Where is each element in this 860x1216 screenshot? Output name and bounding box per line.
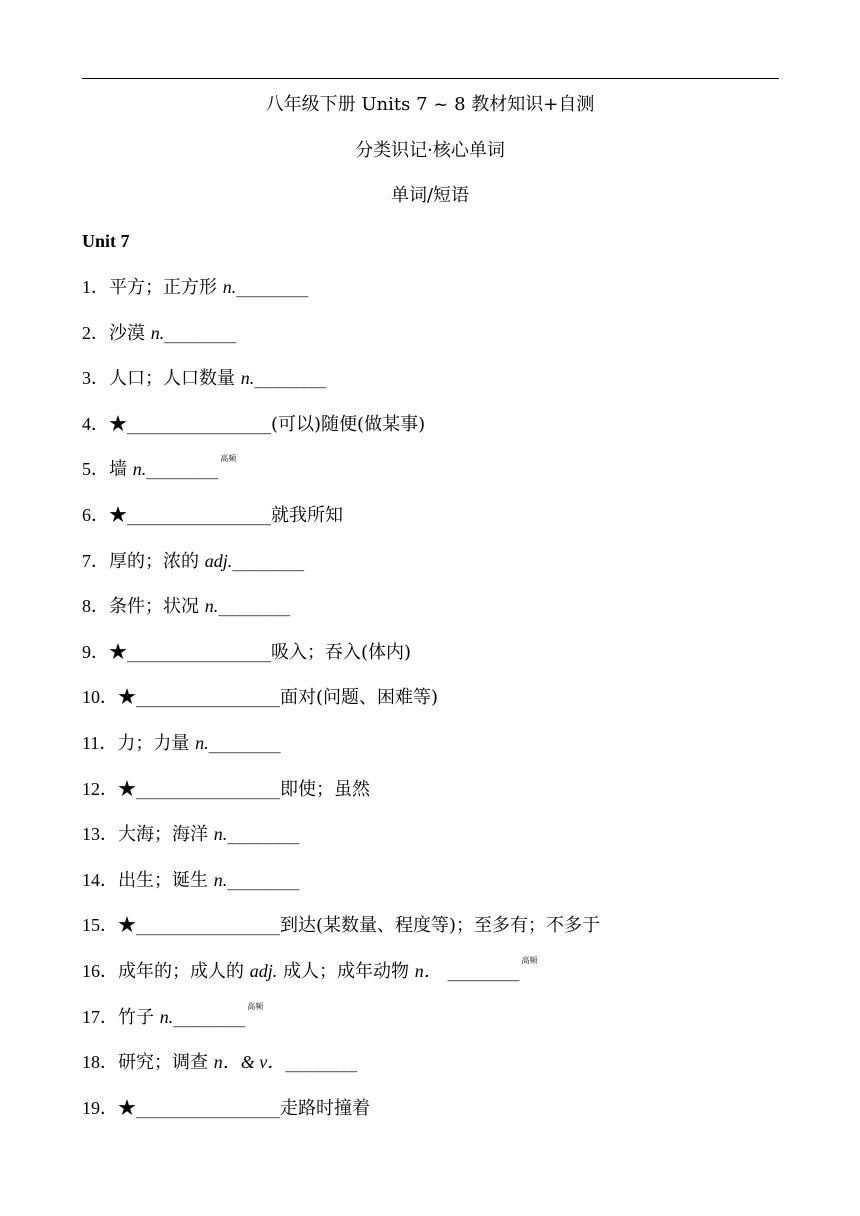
item-prompt: ★ — [118, 687, 136, 708]
answer-blank: ________ — [146, 459, 219, 480]
item-meaning: 就我所知 — [271, 505, 343, 526]
unit-heading: Unit 7 — [82, 231, 130, 251]
exercise-item — [82, 275, 308, 300]
item-number: 11． — [82, 733, 118, 753]
answer-blank: ________ — [208, 733, 281, 754]
item-prompt: 成年的；成人的 — [118, 961, 250, 982]
answer-blank: ________________ — [136, 779, 280, 800]
exercise-item — [82, 1096, 370, 1121]
answer-blank: ________________ — [127, 414, 271, 435]
item-prompt: ★ — [109, 414, 127, 435]
frequency-tag: 高频 — [220, 454, 237, 463]
item-prompt: 平方；正方形 — [109, 277, 223, 298]
part-of-speech: n. — [213, 870, 228, 890]
answer-blank: ________________ — [136, 1098, 280, 1119]
item-number: 16． — [82, 961, 118, 981]
answer-blank: ________ — [164, 323, 237, 344]
exercise-item — [82, 1002, 264, 1030]
part-of-speech: n．& v． — [213, 1052, 286, 1072]
exercise-item — [82, 822, 299, 847]
exercise-item — [82, 503, 343, 528]
item-meaning: (可以)随便(做某事) — [271, 414, 426, 435]
answer-blank: ________ — [173, 1007, 246, 1028]
item-number: 5． — [82, 459, 109, 479]
section-subtitle-2: 单词/短语 — [390, 185, 470, 206]
exercise-item — [82, 913, 600, 938]
exercise-item — [82, 366, 326, 391]
exercise-item — [82, 454, 237, 482]
answer-blank: ________________ — [136, 915, 280, 936]
answer-blank: ________________ — [127, 642, 271, 663]
exercise-item — [82, 640, 411, 665]
exercise-item — [82, 1050, 357, 1075]
item-prompt-2: 成人；成年动物 — [277, 961, 415, 982]
item-meaning: 到达(某数量、程度等)；至多有；不多于 — [280, 915, 601, 936]
section-subtitle: 分类识记·核心单词 — [355, 140, 505, 161]
item-number: 2． — [82, 323, 109, 343]
frequency-tag: 高频 — [521, 956, 538, 965]
item-prompt: 出生；诞生 — [118, 870, 214, 891]
item-prompt: 沙漠 — [109, 323, 151, 344]
answer-blank: ________ — [232, 551, 305, 572]
item-prompt: ★ — [118, 1098, 136, 1119]
item-number: 19． — [82, 1098, 118, 1118]
part-of-speech: n. — [132, 459, 147, 479]
item-number: 3． — [82, 368, 109, 388]
item-prompt: ★ — [118, 779, 136, 800]
item-number: 17． — [82, 1007, 118, 1027]
answer-blank: ________ — [236, 277, 309, 298]
item-prompt: ★ — [109, 642, 127, 663]
item-number: 13． — [82, 824, 118, 844]
item-number: 10． — [82, 687, 118, 707]
part-of-speech: n. — [159, 1007, 174, 1027]
part-of-speech: n. — [213, 824, 228, 844]
item-number: 6． — [82, 505, 109, 525]
item-prompt: 研究；调查 — [118, 1052, 214, 1073]
item-number: 1． — [82, 277, 109, 297]
answer-blank: ________ — [285, 1052, 358, 1073]
item-number: 18． — [82, 1052, 118, 1072]
part-of-speech-2: n． — [414, 961, 442, 981]
part-of-speech: n. — [195, 733, 209, 753]
exercise-item — [82, 321, 236, 346]
frequency-tag: 高频 — [247, 1002, 264, 1011]
part-of-speech: n. — [222, 277, 237, 297]
part-of-speech: n. — [240, 368, 255, 388]
item-number: 14． — [82, 870, 118, 890]
item-meaning: 走路时撞着 — [280, 1098, 370, 1119]
item-number: 15． — [82, 915, 118, 935]
answer-blank: ________ — [227, 870, 300, 891]
item-prompt: 大海；海洋 — [118, 824, 214, 845]
exercise-item — [82, 685, 438, 710]
item-prompt: 条件；状况 — [109, 596, 205, 617]
item-prompt: ★ — [109, 505, 127, 526]
item-number: 12． — [82, 779, 118, 799]
item-meaning: 面对(问题、困难等) — [280, 687, 439, 708]
exercise-item — [82, 412, 425, 437]
part-of-speech: n. — [150, 323, 165, 343]
item-prompt: 墙 — [109, 459, 133, 480]
item-prompt: ★ — [118, 915, 136, 936]
item-prompt: 竹子 — [118, 1007, 160, 1028]
exercise-item — [82, 956, 538, 984]
part-of-speech: adj. — [249, 961, 278, 981]
answer-blank: ________ — [254, 368, 327, 389]
part-of-speech: adj. — [204, 551, 233, 571]
exercise-item — [82, 731, 281, 756]
item-number: 7． — [82, 551, 109, 571]
item-prompt: 力；力量 — [117, 733, 196, 754]
answer-blank: ________ — [218, 596, 291, 617]
item-prompt: 人口；人口数量 — [109, 368, 241, 389]
answer-blank: ________________ — [136, 687, 280, 708]
exercise-item — [82, 777, 370, 802]
item-number: 8． — [82, 596, 109, 616]
answer-blank: ________ — [447, 961, 520, 982]
item-meaning: 即使；虽然 — [280, 779, 370, 800]
item-meaning: 吸入；吞入(体内) — [271, 642, 412, 663]
item-number: 9． — [82, 642, 109, 662]
page-title: 八年级下册 Units 7 ~ 8 教材知识+自测 — [265, 94, 595, 115]
item-prompt: 厚的；浓的 — [109, 551, 205, 572]
item-number: 4． — [82, 414, 109, 434]
part-of-speech: n. — [204, 596, 219, 616]
exercise-item — [82, 868, 299, 893]
answer-blank: ________________ — [127, 505, 271, 526]
exercise-item — [82, 549, 304, 574]
answer-blank: ________ — [227, 824, 300, 845]
exercise-item — [82, 594, 290, 619]
header-rule — [82, 78, 779, 79]
